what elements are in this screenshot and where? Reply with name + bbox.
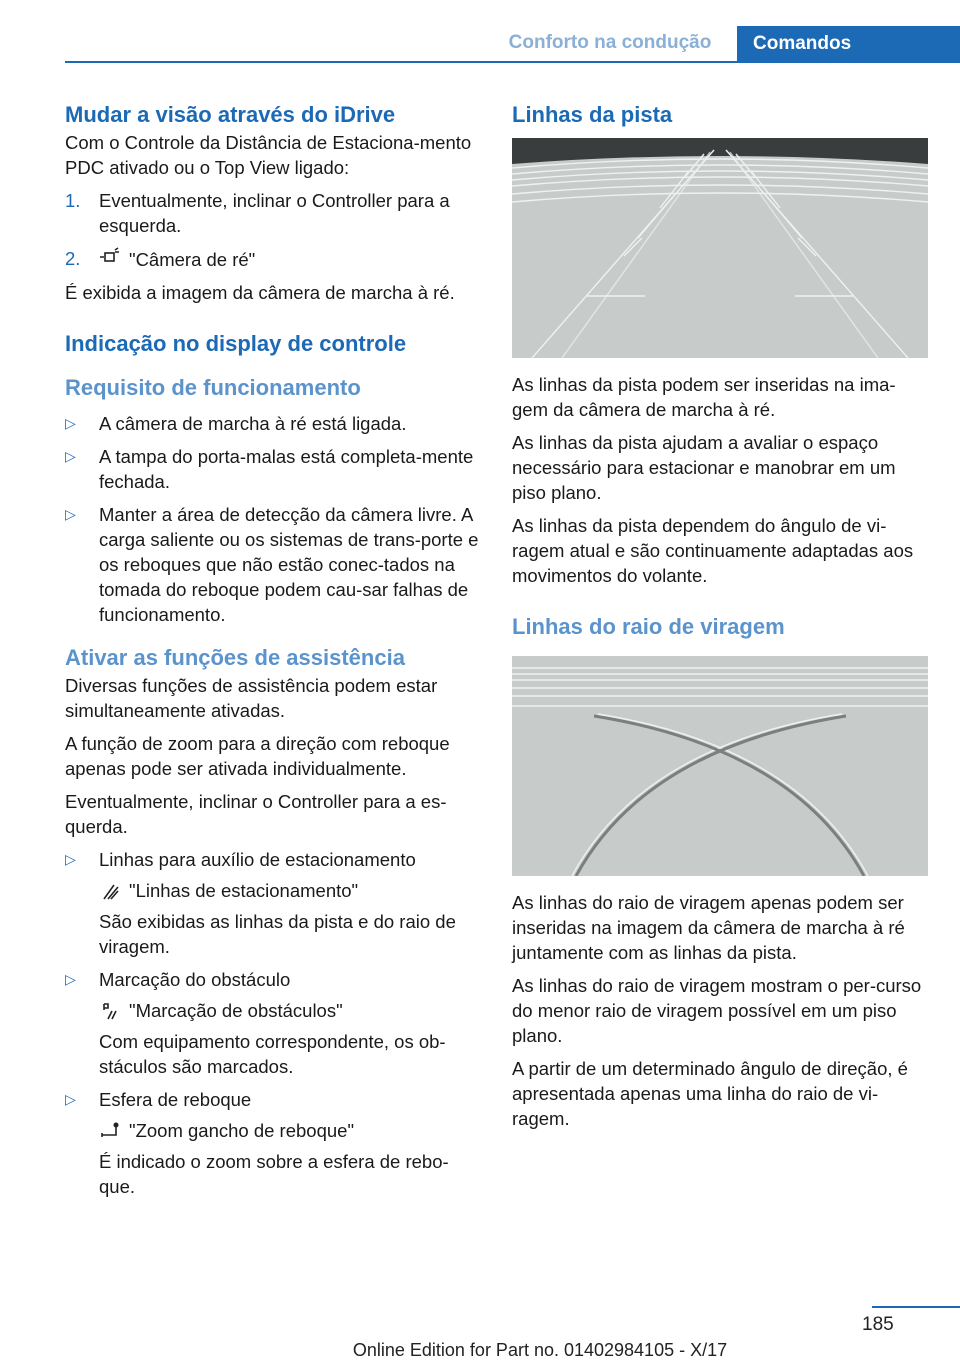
paragraph-raio-2: As linhas do raio de viragem mostram o per-curso do menor raio de viragem possível em um piso plano. <box>512 975 922 1046</box>
step-2 <box>65 246 481 272</box>
triangle-bullet-icon: ▷ <box>65 971 76 987</box>
requisito-item: ▷ A câmera de marcha à ré está ligada. <box>65 413 407 434</box>
paragraph-result: É exibida a imagem da câmera de marcha à ré. <box>65 282 455 303</box>
option-label: "Marcação de obstáculos" <box>129 1000 343 1021</box>
page-header <box>0 0 960 62</box>
heading-raio: Linhas do raio de viragem <box>512 614 785 639</box>
paragraph-raio-1: As linhas do raio de viragem apenas podem ser inseridas na imagem da câmera de marcha à ré juntamente com as linhas da pista. <box>512 892 905 963</box>
funcao-item: ▷ Linhas para auxílio de estacionamento "Linhas de estacionamento" São exibidas as linhas da pista e do raio de viragem. <box>65 849 456 957</box>
rear-camera-icon <box>99 246 121 266</box>
paragraph-pista-2: As linhas da pista ajudam a avaliar o espaço necessário para estacionar e manobrar em um piso plano. <box>512 432 896 503</box>
edition-note: Online Edition for Part no. 01402984105 - X/17 <box>352 1340 728 1360</box>
heading-requisito: Requisito de funcionamento <box>65 375 361 400</box>
requisito-item: ▷ A tampa do porta-malas está completa-mente fechada. <box>65 446 474 492</box>
paragraph-raio-3: A partir de um determinado ângulo de direção, é apresentada apenas uma linha do raio de vi-ragem. <box>512 1058 908 1129</box>
triangle-bullet-icon: ▷ <box>65 1091 76 1107</box>
funcao-item: ▷ Marcação do obstáculo "Marcação de obstáculos" Com equipamento correspondente, os ob-stáculos são marcados. <box>65 969 446 1077</box>
step-number: 1. <box>65 190 81 211</box>
step-text: "Câmera de ré" <box>129 249 256 270</box>
parking-lines-icon <box>99 881 121 901</box>
triangle-bullet-icon: ▷ <box>65 506 76 522</box>
triangle-bullet-icon: ▷ <box>65 415 76 431</box>
left-column <box>65 100 481 1207</box>
obstacle-marking-icon <box>99 1001 121 1021</box>
tow-hitch-icon <box>99 1121 121 1141</box>
footer-rule <box>872 1306 960 1308</box>
track-lines-image <box>512 138 928 358</box>
heading-display: Indicação no display de controle <box>65 331 407 356</box>
funcao-item: ▷ Esfera de reboque "Zoom gancho de reboque" É indicado o zoom sobre a esfera de rebo-que. <box>65 1089 449 1197</box>
header-chapter-tab: Comandos <box>737 26 960 62</box>
step-text: Eventualmente, inclinar o Controller para a esquerda. <box>99 190 450 236</box>
triangle-bullet-icon: ▷ <box>65 448 76 464</box>
requisito-item: ▷ Manter a área de detecção da câmera livre. A carga saliente ou os sistemas de trans-porte e os reboques que não estão conec-tados na tomada do reboque podem cau-sar falhas de funcionamento. <box>65 504 479 625</box>
paragraph-pista-1: As linhas da pista podem ser inseridas na ima-gem da câmera de marcha à ré. <box>512 374 896 420</box>
paragraph-ativar-3: Eventualmente, inclinar o Controller para a es-querda. <box>65 791 447 837</box>
header-rule <box>65 61 960 63</box>
step-1 <box>65 188 481 238</box>
heading-ativar: Ativar as funções de assistência <box>65 645 405 670</box>
paragraph-ativar-2: A função de zoom para a direção com reboque apenas pode ser ativada individualmente. <box>65 733 450 779</box>
header-section-title: Conforto na condução <box>508 32 712 53</box>
heading-pista: Linhas da pista <box>512 102 673 127</box>
triangle-bullet-icon: ▷ <box>65 851 76 867</box>
right-column <box>512 100 928 1131</box>
paragraph-ativar-1: Diversas funções de assistência podem estar simultaneamente ativadas. <box>65 675 438 721</box>
option-label: "Linhas de estacionamento" <box>129 880 359 901</box>
paragraph-idrive: Com o Controle da Distância de Estaciona-mento PDC ativado ou o Top View ligado: <box>65 132 472 178</box>
page-number: 185 <box>862 1314 894 1335</box>
turning-radius-image <box>512 656 928 876</box>
paragraph-pista-3: As linhas da pista dependem do ângulo de vi-ragem atual e são continuamente adaptadas aos movimentos do volante. <box>512 515 914 586</box>
heading-idrive: Mudar a visão através do iDrive <box>65 102 396 127</box>
step-number: 2. <box>65 248 81 269</box>
option-label: "Zoom gancho de reboque" <box>129 1120 355 1141</box>
